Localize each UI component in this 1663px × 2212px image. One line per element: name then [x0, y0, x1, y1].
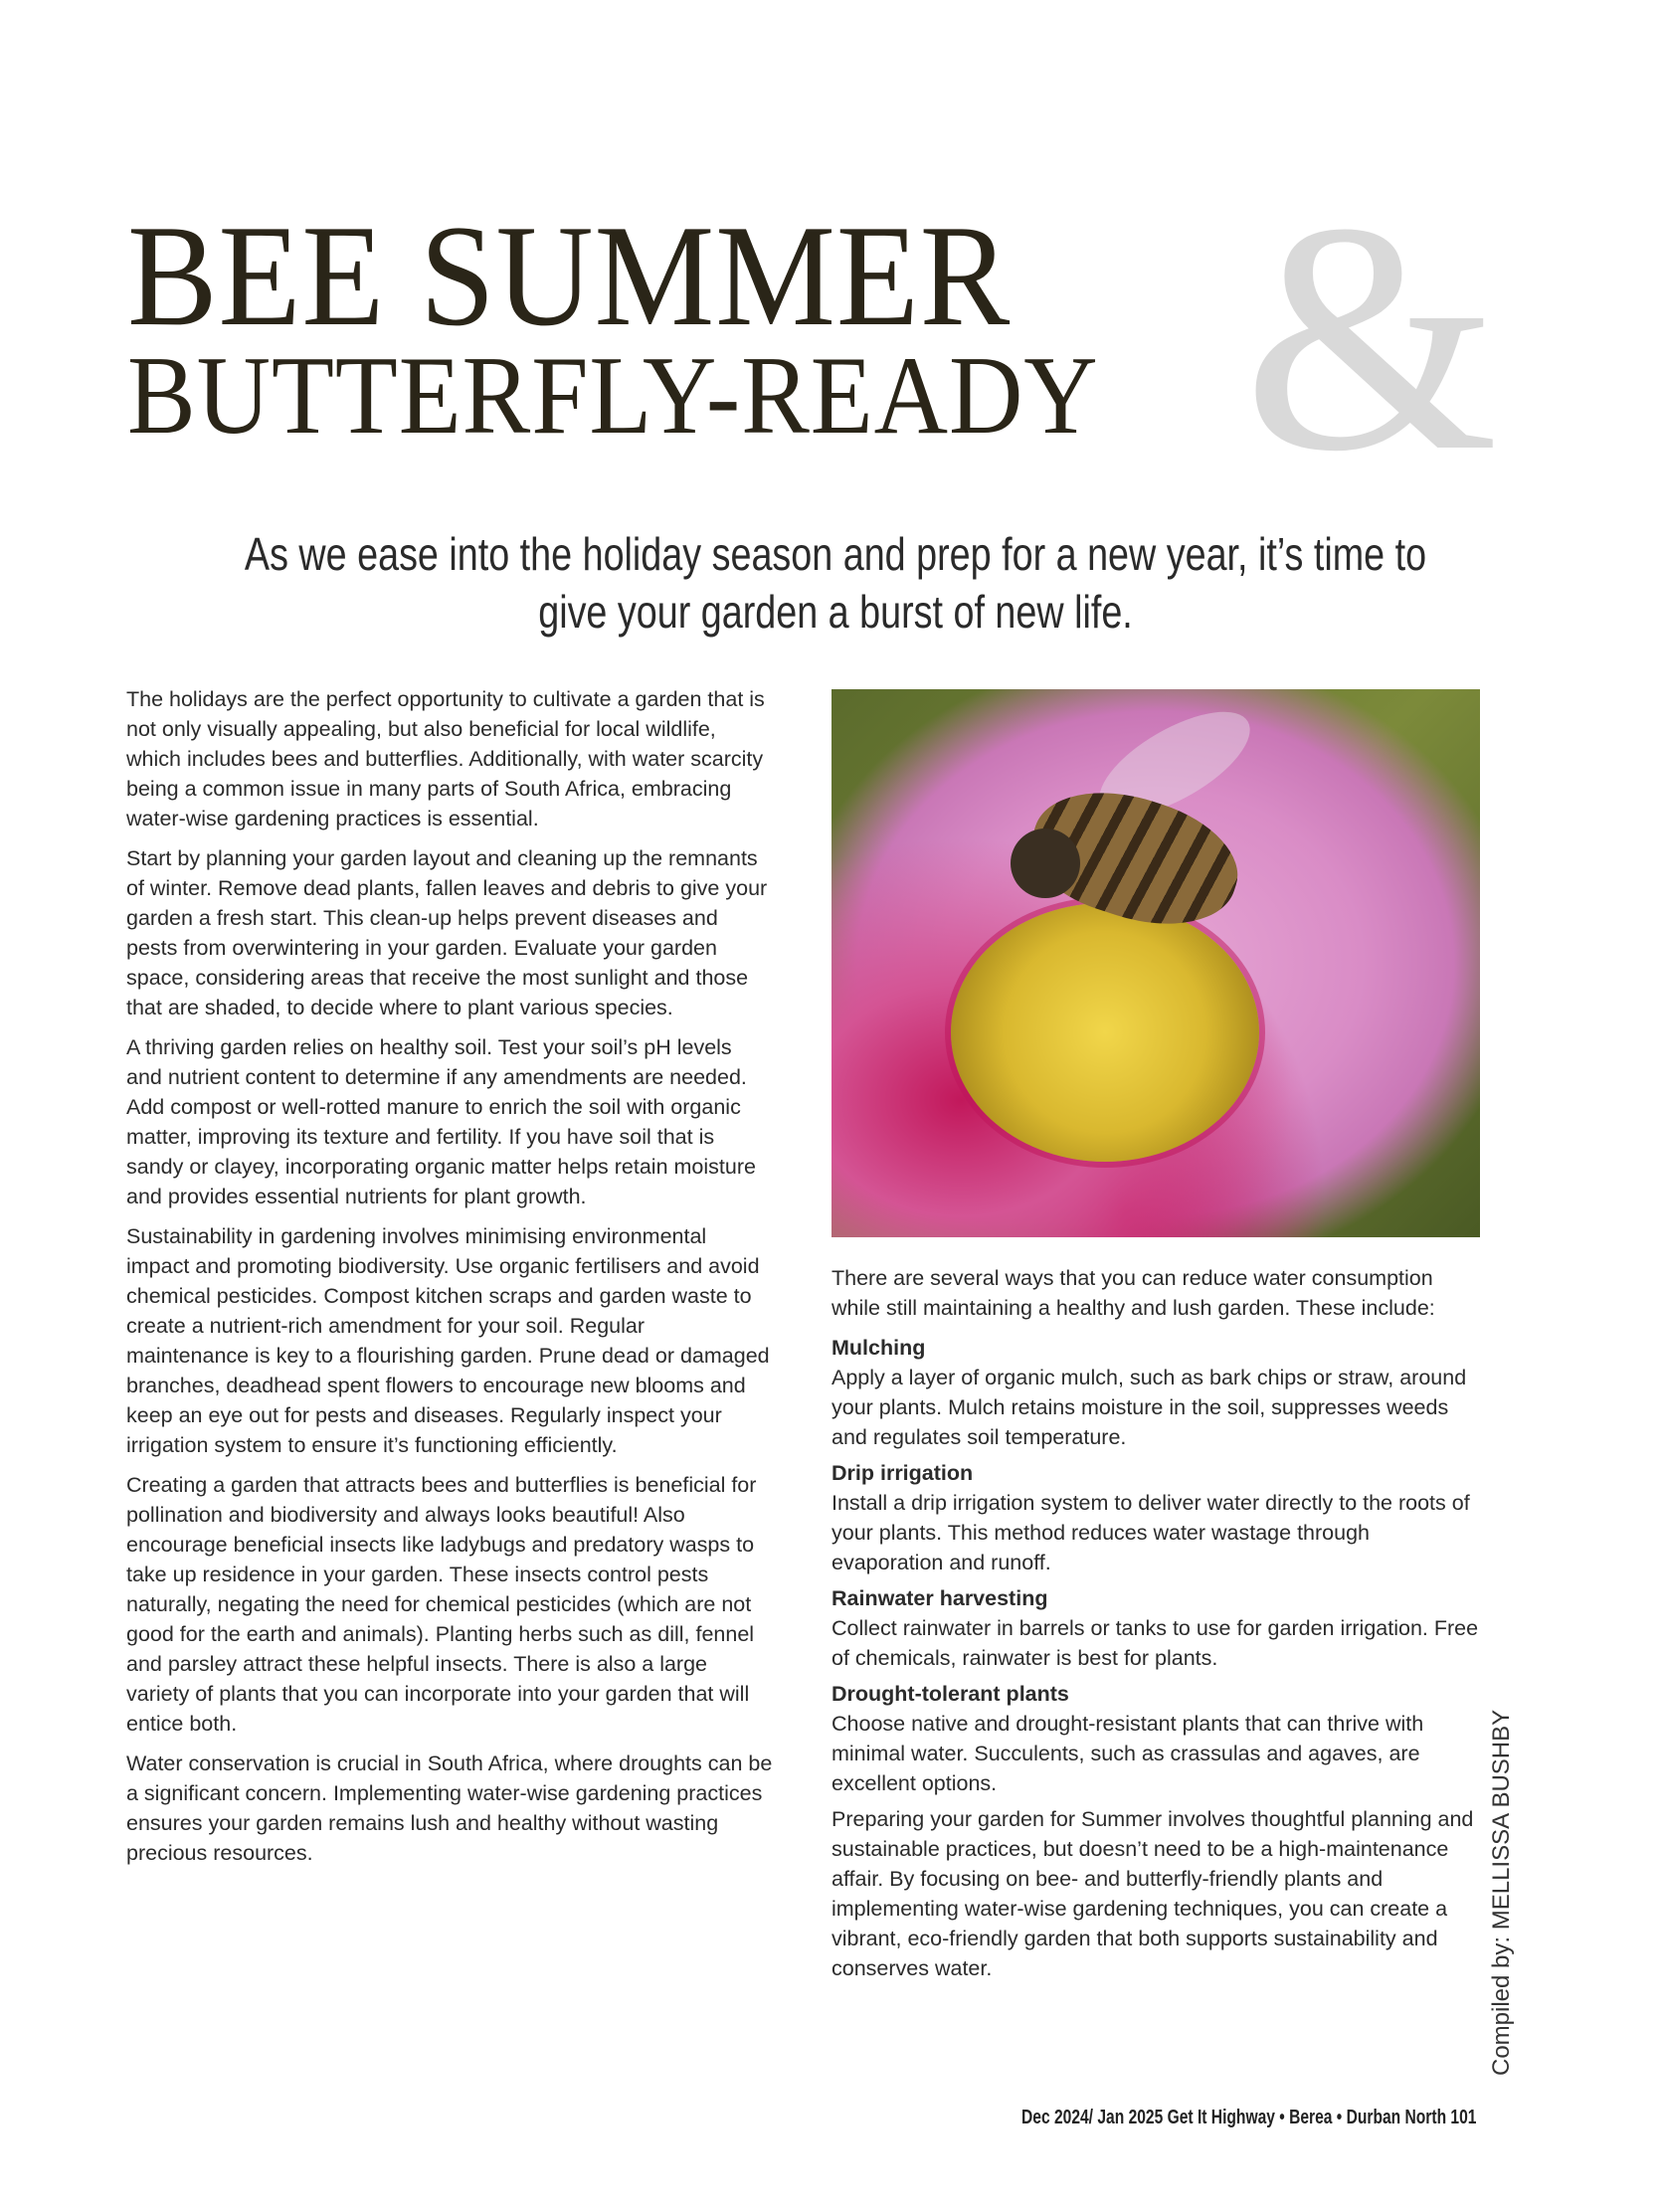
page-footer: Dec 2024/ Jan 2025 Get It Highway • Berea • Durban North 101	[1020, 2107, 1476, 2128]
paragraph: A thriving garden relies on healthy soil. Test your soil’s pH levels and nutrient content to determine if any amendments are needed. Add compost or well-rotted manure to enrich the soil with organic matter, improving its texture and fertility. If you have soil that is sandy or clayey, incorporating organic matter helps retain moisture and provides essential nutrients for plant growth.	[126, 1035, 756, 1208]
decorative-ampersand: &	[1243, 156, 1499, 519]
paragraph: There are several ways that you can reduce water consumption while still maintaining a healthy and lush garden. These include:	[832, 1266, 1435, 1320]
tip-text: Install a drip irrigation system to deliver water directly to the roots of your plants. This method reduces water wastage through evaporation and runoff.	[832, 1491, 1470, 1574]
conclusion-paragraph: Preparing your garden for Summer involves thoughtful planning and sustainable practices, but doesn’t need to be a high-maintenance affair. By focusing on bee- and butterfly-friendly plants and implementing water-wise gardening techniques, you can create a vibrant, eco-friendly garden that both supports sustainability and conserves water.	[832, 1807, 1474, 1980]
tip-text: Apply a layer of organic mulch, such as bark chips or straw, around your plants. Mulch retains moisture in the soil, suppresses weeds and regulates soil temperature.	[832, 1366, 1467, 1449]
paragraph: Creating a garden that attracts bees and butterflies is beneficial for pollination and biodiversity and always looks beautiful! Also encourage beneficial insects like ladybugs and predatory wasps to take up residence in your garden. These insects control pests naturally, negating the need for chemical pesticides (which are not good for the earth and animals). Planting herbs such as dill, fennel and parsley attract these helpful insects. There is also a large variety of plants that you can incorporate into your garden that will entice both.	[126, 1473, 757, 1736]
subtitle: As we ease into the holiday season and prep for a new year, it’s time to give your garden a burst of new life.	[244, 528, 1427, 638]
title-line-2: BUTTERFLY-READY	[127, 334, 1099, 458]
flower-center	[951, 903, 1259, 1162]
paragraph: The holidays are the perfect opportunity to cultivate a garden that is not only visually appealing, but also beneficial for local wildlife, which includes bees and butterflies. Additionally, with water scarcity being a common issue in many parts of South Africa, embracing water-wise gardening practices is essential.	[126, 687, 765, 830]
right-column	[832, 1263, 1480, 1993]
bee-head	[1011, 829, 1080, 898]
paragraph: Sustainability in gardening involves minimising environmental impact and promoting biodiversity. Use organic fertilisers and avoid chemical pesticides. Compost kitchen scraps and garden waste to create a nutrient-rich amendment for your soil. Regular maintenance is key to a flourishing garden. Prune dead or damaged branches, deadhead spent flowers to encourage new blooms and keep an eye out for pests and diseases. Regularly inspect your irrigation system to ensure it’s functioning efficiently.	[126, 1224, 770, 1457]
tip-text: Choose native and drought-resistant plants that can thrive with minimal water. Succulents, such as crassulas and agaves, are excellent options.	[832, 1712, 1424, 1795]
paragraph: Start by planning your garden layout and cleaning up the remnants of winter. Remove dead plants, fallen leaves and debris to give your garden a fresh start. This clean-up helps prevent diseases and pests from overwintering in your garden. Evaluate your garden space, considering areas that receive the most sunlight and those that are shaded, to decide where to plant various species.	[126, 846, 768, 1019]
author-credit: Compiled by: MELLISSA BUSHBY	[1488, 1709, 1515, 2076]
left-column	[126, 684, 773, 1878]
tip-heading: Drip irrigation	[832, 1461, 974, 1485]
bee-on-flower-photo	[832, 689, 1480, 1237]
tip-heading: Rainwater harvesting	[832, 1586, 1048, 1610]
title-line-1: BEE SUMMER	[127, 195, 1012, 356]
tip-text: Collect rainwater in barrels or tanks to use for garden irrigation. Free of chemicals, rainwater is best for plants.	[832, 1616, 1479, 1670]
paragraph: Water conservation is crucial in South Africa, where droughts can be a significant concern. Implementing water-wise gardening practices ensures your garden remains lush and healthy without wasting precious resources.	[126, 1751, 773, 1865]
tip-heading: Drought-tolerant plants	[832, 1682, 1069, 1706]
tip-heading: Mulching	[832, 1336, 926, 1360]
